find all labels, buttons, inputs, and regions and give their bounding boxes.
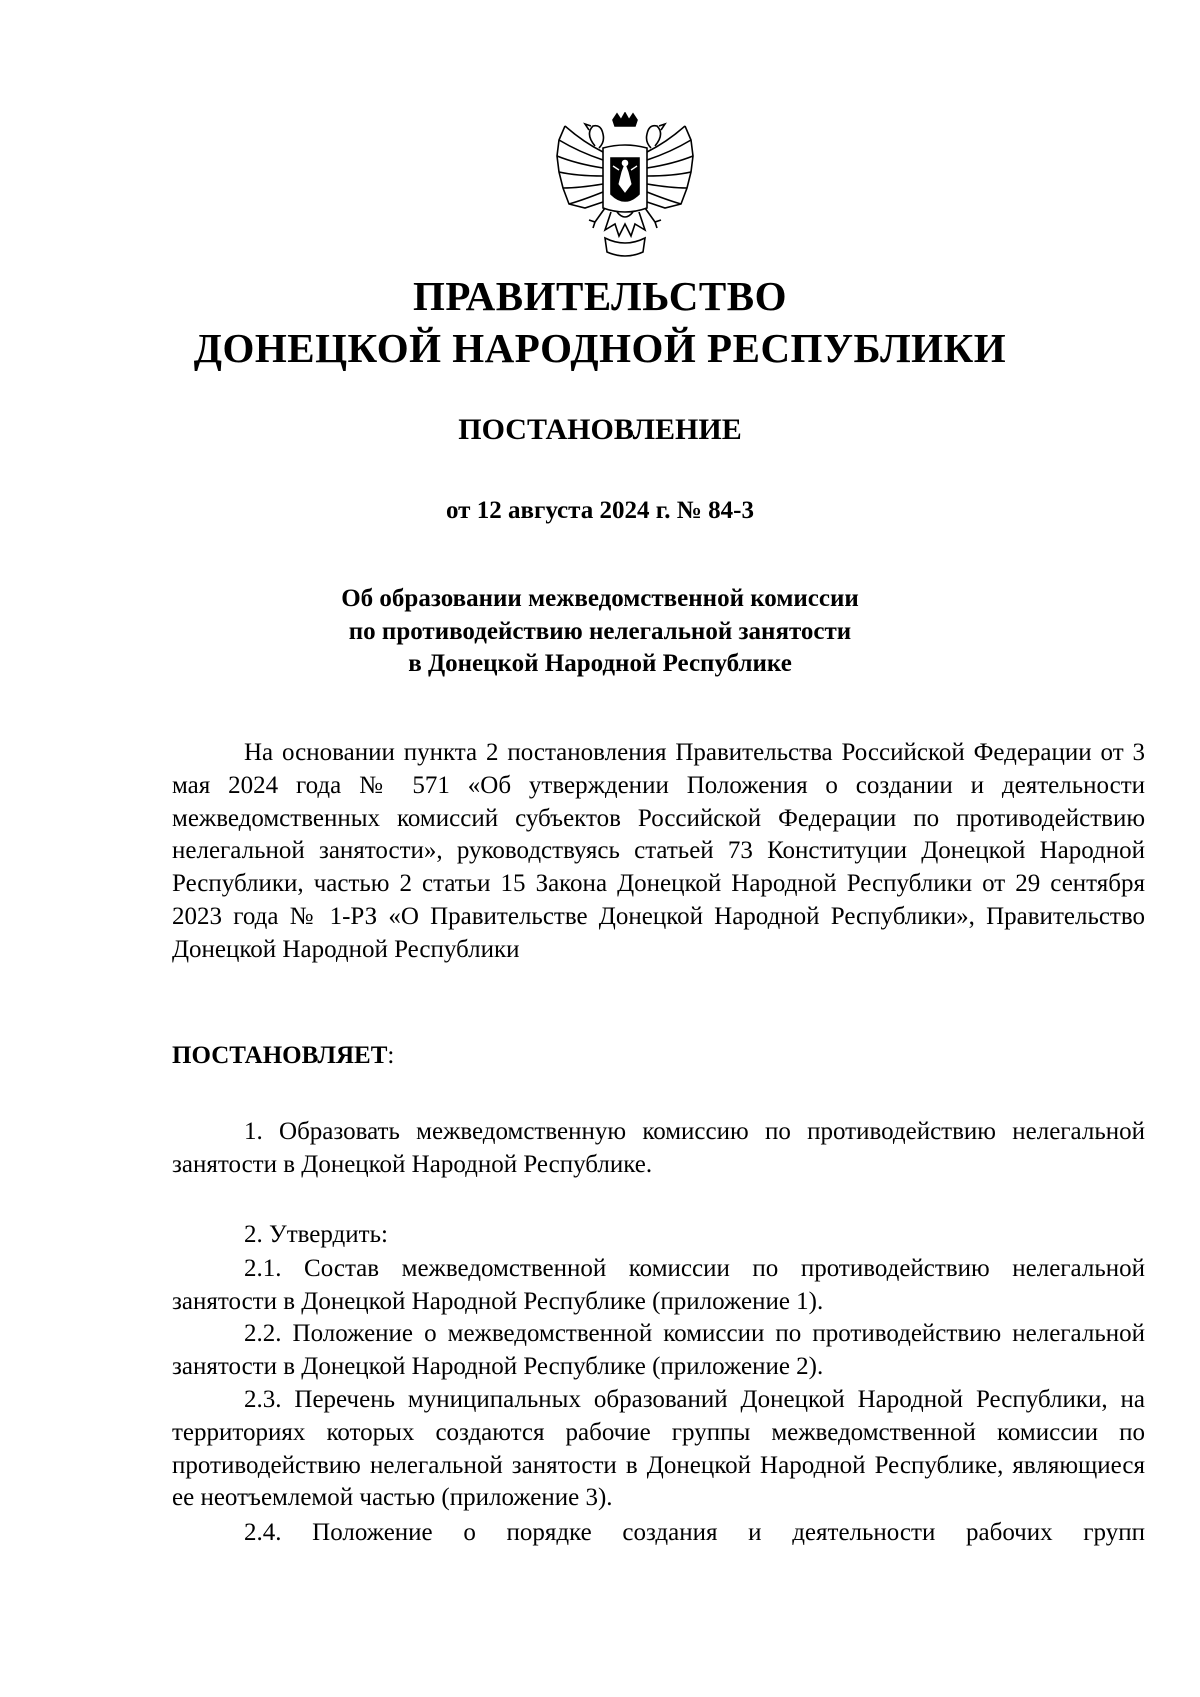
preamble-paragraph: На основании пункта 2 постановления Правительства Российской Федерации от 3 мая 2024 года № 571 «Об утверждении Положения о создании и деятельности межведомственных комиссий субъектов Российской Федерации по противодействию нелегальной занятости», руководствуясь статьей 73 Конституции Донецкой Народной Республики, частью 2 статьи 15 Закона Донецкой Народной Республики от 29 сентября 2023 года № 1-РЗ «О Правительстве Донецкой Народной Республики», Правительство Донецкой Народной Республики: [172, 739, 1145, 963]
document-date-number: от 12 августа 2024 г. № 84-3: [446, 497, 754, 524]
item-1: 1. Образовать межведомственную комиссию по противодействию нелегальной занятости в Донецкой Народной Республике.: [172, 1118, 1145, 1178]
document-subject-line1: Об образовании межведомственной комиссии: [341, 585, 859, 612]
government-title-line1: ПРАВИТЕЛЬСТВО: [412, 273, 788, 319]
item-2-1: 2.1. Состав межведомственной комиссии по противодействию нелегальной занятости в Донецкой Народной Республике (приложение 1).: [172, 1255, 1145, 1315]
government-title-line2: ДОНЕЦКОЙ НАРОДНОЙ РЕСПУБЛИКИ: [193, 325, 1007, 371]
resolves-heading: [172, 1040, 1145, 1073]
item-2-4: 2.4. Положение о порядке создания и деятельности рабочих групп: [244, 1519, 1145, 1546]
document-subject: [0, 583, 1200, 681]
document-subject-line2: по противодействию нелегальной занятости: [348, 617, 852, 645]
document-type: ПОСТАНОВЛЕНИЕ: [458, 413, 742, 446]
item-2-2: 2.2. Положение о межведомственной комиссии по противодействию нелегальной занятости в Донецкой Народной Республике (приложение 2).: [172, 1320, 1145, 1380]
resolves-word: ПОСТАНОВЛЯЕТ: [172, 1042, 388, 1069]
resolves-colon: :: [387, 1042, 395, 1069]
government-title: [0, 270, 1200, 374]
item-2: 2. Утвердить:: [244, 1221, 388, 1248]
double-headed-eagle-coat-of-arms-icon: [555, 112, 695, 262]
document-subject-line3: в Донецкой Народной Республике: [408, 650, 792, 677]
item-2-3: 2.3. Перечень муниципальных образований Донецкой Народной Республики, на территориях которых создаются рабочие группы межведомственной комиссии по противодействию нелегальной занятости в Донецкой Народной Республике, являющиеся ее неотъемлемой частью (приложение 3).: [172, 1386, 1145, 1512]
